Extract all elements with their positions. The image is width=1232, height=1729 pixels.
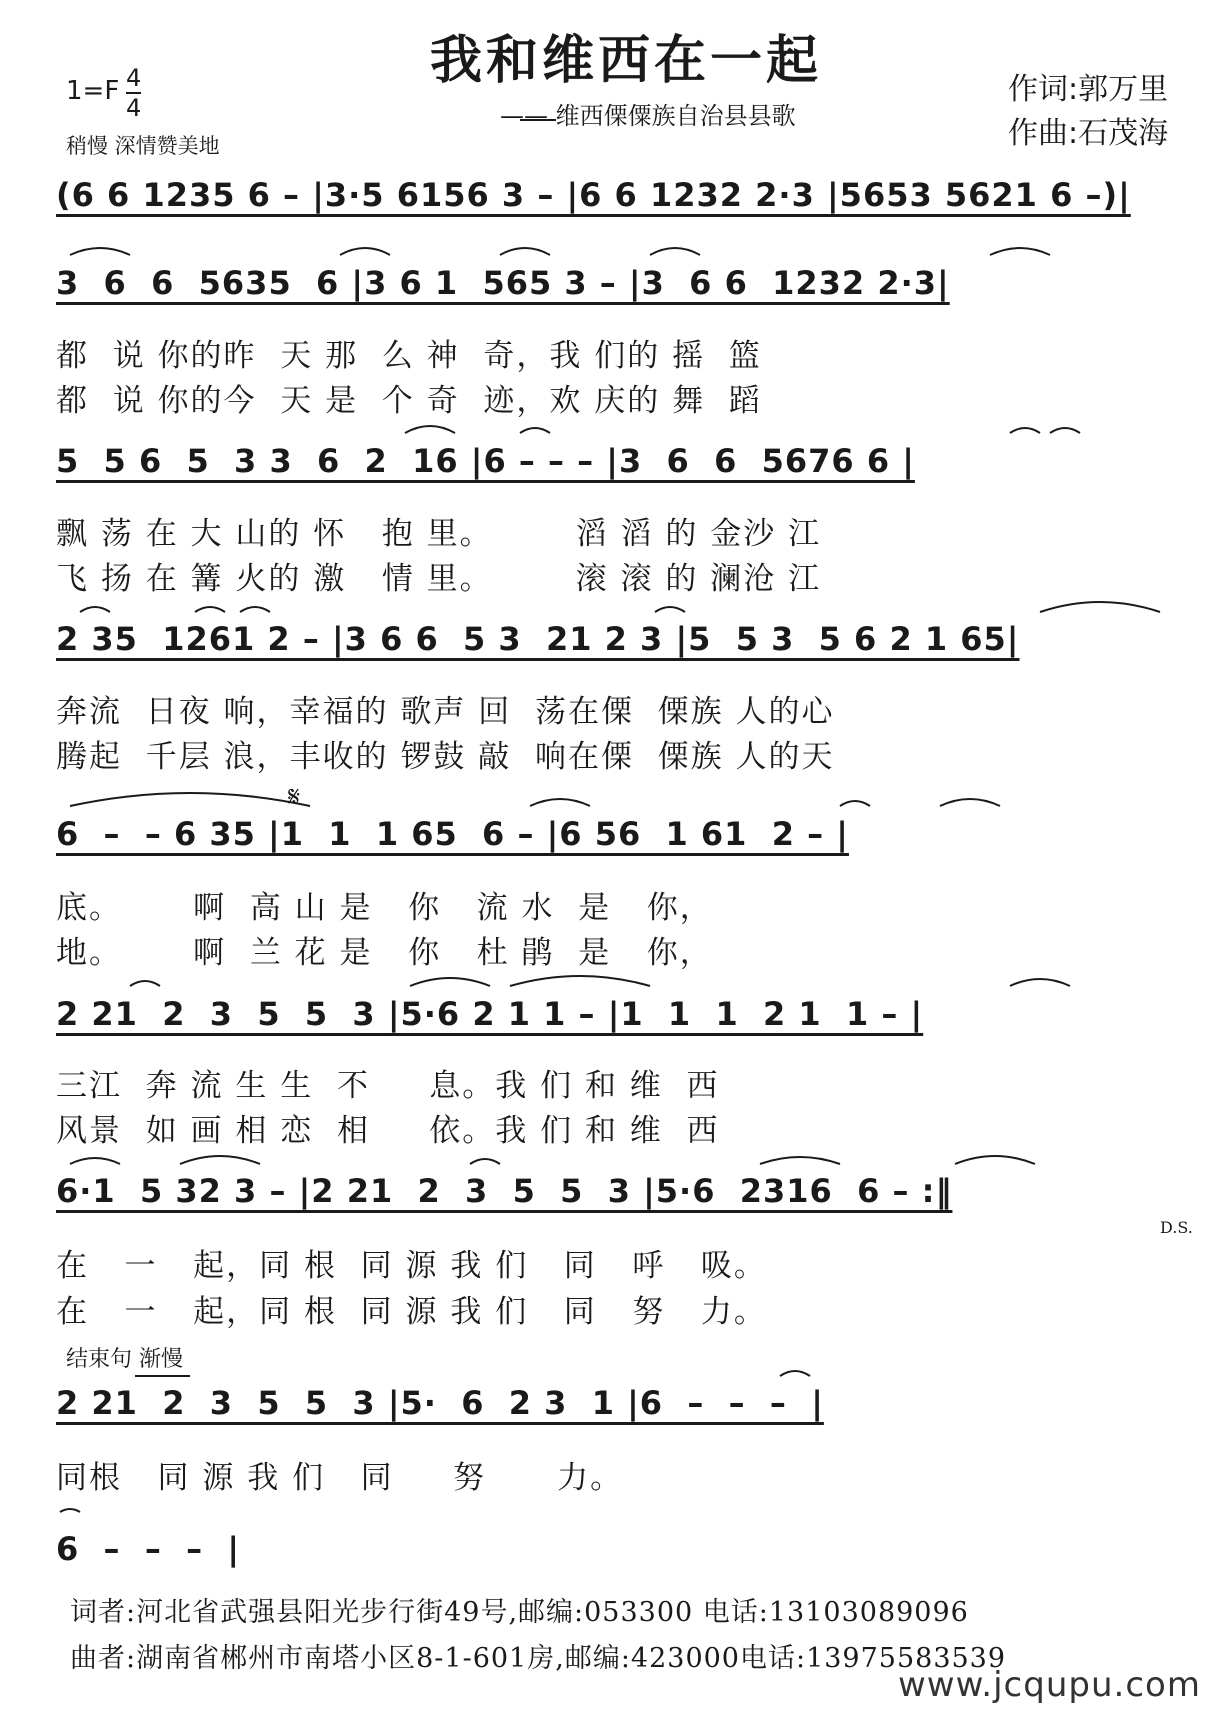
lyric-verse-2: 飞 扬 在 篝 火的 激 情 里。 滚 滚 的 澜沧 江 xyxy=(56,561,822,597)
slur xyxy=(760,1157,840,1164)
lyric-verse-1: 三江 奔 流 生 生 不 息。我 们 和 维 西 xyxy=(56,1068,720,1104)
slur xyxy=(510,976,650,986)
notation-line: 6 – – – | xyxy=(56,1530,241,1568)
slur xyxy=(1050,428,1080,433)
slur xyxy=(840,801,870,806)
slur xyxy=(195,607,225,612)
slur xyxy=(60,1509,80,1512)
slur xyxy=(180,1156,260,1164)
lyric-verse-1: 都 说 你的昨 天 那 么 神 奇，我 们的 摇 篮 xyxy=(56,338,762,374)
lyric-verse-1: 在 一 起，同 根 同 源 我 们 同 呼 吸。 xyxy=(56,1248,767,1284)
lyricist-address: 词者:河北省武强县阳光步行街49号,邮编:053300 电话:13103089096 xyxy=(70,1597,969,1628)
slur xyxy=(1010,428,1040,433)
slur xyxy=(500,248,550,255)
composer-credit: 作曲:石茂海 xyxy=(1008,116,1169,151)
slur xyxy=(70,793,310,806)
slur xyxy=(780,1371,810,1376)
time-numerator: 4 xyxy=(126,64,142,92)
lyric-verse-1: 飘 荡 在 大 山的 怀 抱 里。 滔 滔 的 金沙 江 xyxy=(56,516,822,552)
slur xyxy=(655,607,685,612)
slur xyxy=(410,978,490,986)
composer-address: 曲者:湖南省郴州市南塔小区8-1-601房,邮编:423000电话:13975583539 xyxy=(70,1643,1007,1674)
slur xyxy=(1040,602,1160,612)
time-denominator: 4 xyxy=(126,94,142,122)
slur xyxy=(650,248,700,255)
slur xyxy=(70,248,130,255)
slur xyxy=(80,607,110,612)
slur xyxy=(340,248,390,255)
lyric-verse-2: 在 一 起，同 根 同 源 我 们 同 努 力。 xyxy=(56,1294,767,1330)
notation-line: 2 21 2 3 5 5 3 |5· 6 2 3 1 |6 – – – | xyxy=(56,1384,824,1422)
slur xyxy=(940,799,1000,806)
slur xyxy=(70,1158,120,1164)
lyric-ending: 同根 同 源 我 们 同 努 力。 xyxy=(56,1460,624,1496)
lyric-verse-1: 底。 啊 高 山 是 你 流 水 是 你， xyxy=(56,890,713,926)
lyricist-credit: 作词:郭万里 xyxy=(1008,72,1169,107)
song-title: 我和维西在一起 xyxy=(430,30,823,91)
notation-line: 6·1 5 32 3 – |2 21 2 3 5 5 3 |5·6 2316 6 – :‖ xyxy=(56,1172,953,1210)
segno-sign: 𝄋 xyxy=(288,780,301,813)
tempo-marking: 稍慢 深情赞美地 xyxy=(66,134,220,158)
notation-line: 6 – – 6 35 |1 1 1 65 6 – |6 56 1 61 2 – | xyxy=(56,815,849,853)
notation-line: 3 6 6 5635 6 |3 6 1 565 3 – |3 6 6 1232 2·3| xyxy=(56,264,950,302)
lyric-verse-2: 地。 啊 兰 花 是 你 杜 鹃 是 你， xyxy=(56,935,713,971)
slur xyxy=(955,1156,1035,1164)
ending-note: 结束句 渐慢 xyxy=(66,1347,183,1372)
watermark: www.jcqupu.com xyxy=(898,1665,1201,1705)
song-subtitle: —— 维西傈僳族自治县县歌 xyxy=(500,102,796,130)
slur xyxy=(1010,979,1070,986)
slur xyxy=(470,1159,500,1164)
time-signature xyxy=(126,64,141,122)
notation-line: 5 5 6 5 3 3 6 2 16 |6 – – – |3 6 6 5676 6 | xyxy=(56,442,915,480)
lyric-verse-1: 奔流 日夜 响，幸福的 歌声 回 荡在傈 傈族 人的心 xyxy=(56,694,835,730)
key-signature: 1=F xyxy=(66,76,120,106)
slur xyxy=(405,426,455,433)
lyric-verse-2: 都 说 你的今 天 是 个 奇 迹，欢 庆的 舞 蹈 xyxy=(56,383,762,419)
notation-line: 2 21 2 3 5 5 3 |5·6 2 1 1 – |1 1 1 2 1 1 – | xyxy=(56,995,924,1033)
slur xyxy=(240,607,270,612)
ds-mark: D.S. xyxy=(1160,1218,1193,1237)
slur xyxy=(990,248,1050,255)
lyric-verse-2: 风景 如 画 相 恋 相 依。我 们 和 维 西 xyxy=(56,1113,720,1149)
slur xyxy=(130,981,160,986)
notation-line: (6 6 1235 6 – |3·5 6156 3 – |6 6 1232 2·3 |5653 5621 6 –)| xyxy=(56,176,1131,214)
lyric-verse-2: 腾起 千层 浪，丰收的 锣鼓 敲 响在傈 傈族 人的天 xyxy=(56,739,835,775)
notation-line: 2 35 1261 2 – |3 6 6 5 3 21 2 3 |5 5 3 5 6 2 1 65| xyxy=(56,620,1020,658)
slur xyxy=(530,799,590,806)
slur xyxy=(520,428,550,433)
